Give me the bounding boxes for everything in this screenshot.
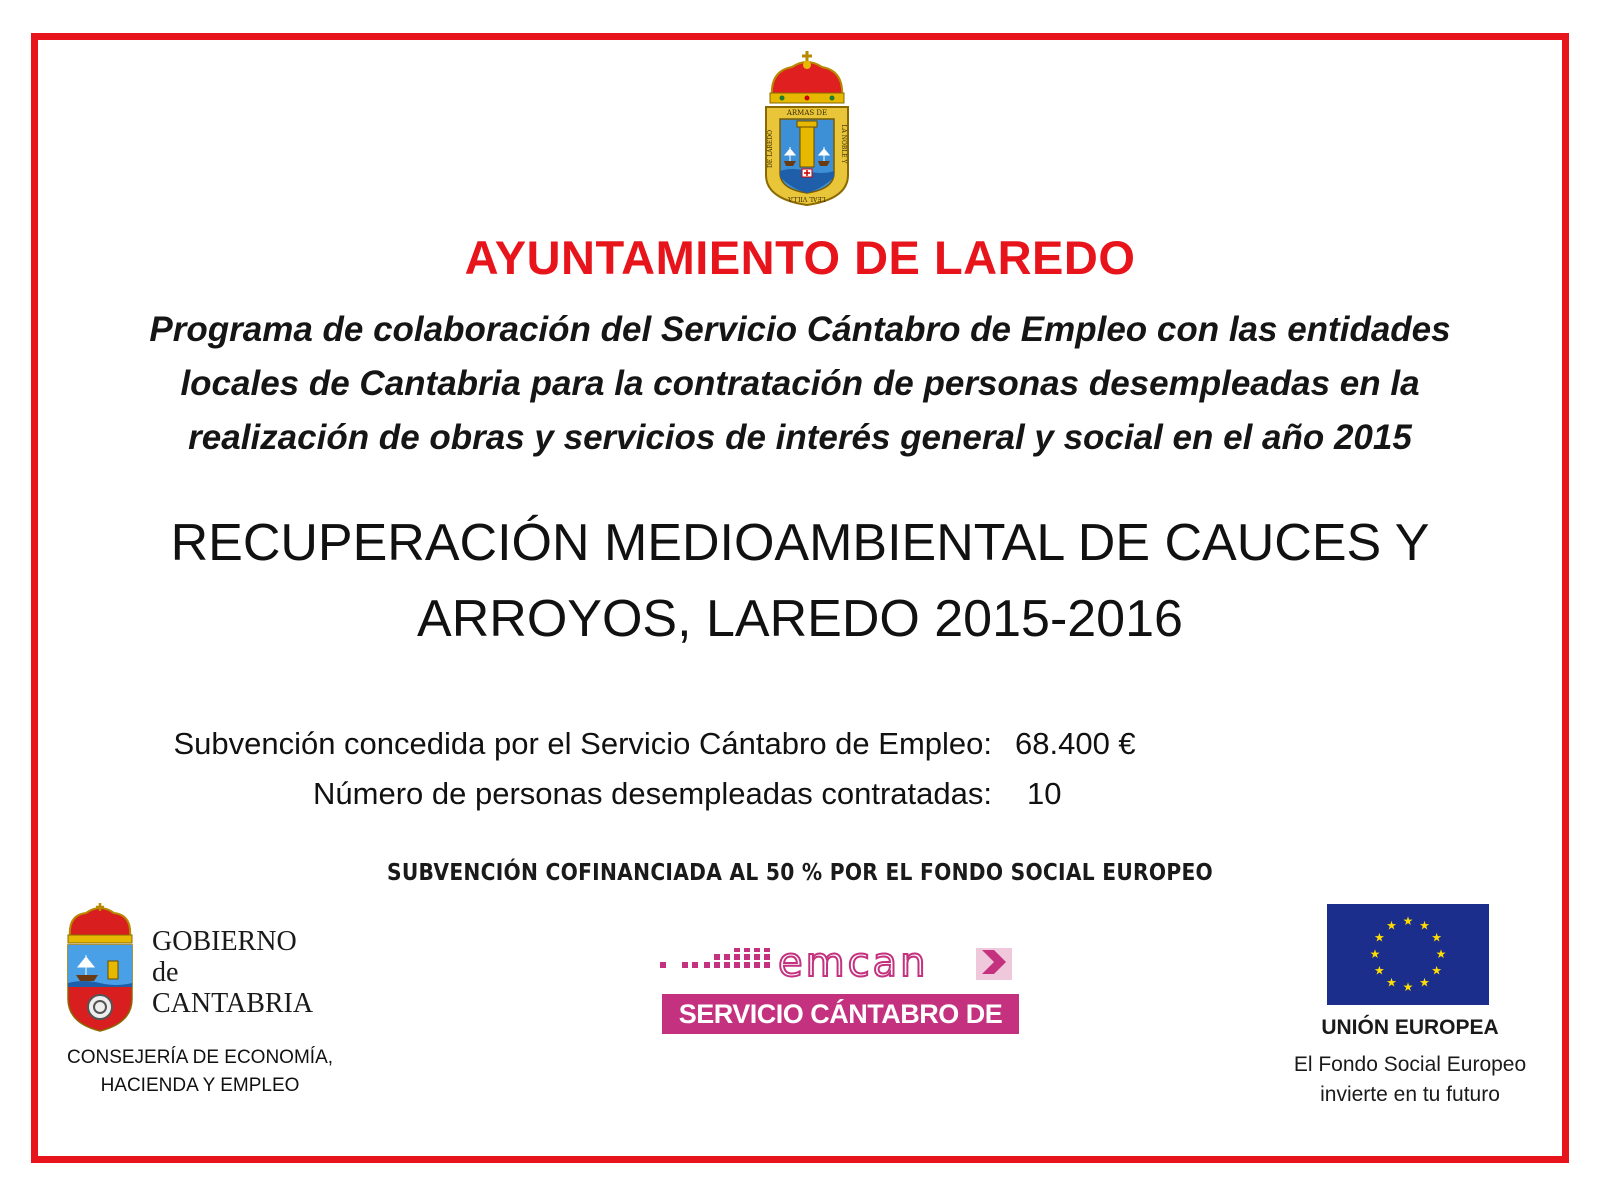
eu-tagline-line: invierte en tu futuro <box>1320 1083 1500 1106</box>
programme-line: locales de Cantabria para la contratación de personas desempleadas en la <box>180 364 1420 403</box>
eu-star-icon: ★ <box>1386 918 1397 933</box>
programme-line: Programa de colaboración del Servicio Cántabro de Empleo con las entidades <box>149 310 1451 349</box>
hired-label: Número de personas desempleadas contratadas: <box>313 776 992 811</box>
crest-motto-left: DE LAREDO <box>767 129 774 169</box>
grant-label: Subvención concedida por el Servicio Cántabro de Empleo: <box>173 726 992 761</box>
hired-value: 10 <box>1027 776 1062 811</box>
consejeria-line: CONSEJERÍA DE ECONOMÍA, <box>66 1047 334 1068</box>
eu-star-icon: ★ <box>1419 918 1430 933</box>
eu-name: UNIÓN EUROPEA <box>1321 1016 1499 1039</box>
emcan-wordmark: emcan <box>778 948 929 986</box>
eu-star-icon: ★ <box>1374 930 1385 945</box>
eu-star-icon: ★ <box>1402 914 1414 928</box>
programme-line: realización de obras y servicios de interés general y social en el año 2015 <box>188 418 1412 457</box>
eu-tagline-line: El Fondo Social Europeo <box>1293 1053 1527 1076</box>
council-title: AYUNTAMIENTO DE LAREDO <box>464 231 1136 284</box>
crest-motto-top: ARMAS DE <box>786 109 828 117</box>
eu-star-icon: ★ <box>1374 963 1385 978</box>
gobierno-line: de <box>152 957 179 988</box>
eu-star-icon: ★ <box>1431 963 1442 978</box>
consejeria-line: HACIENDA Y EMPLEO <box>100 1075 300 1096</box>
consejeria-name <box>30 1044 370 1100</box>
cofinancing-note: SUBVENCIÓN COFINANCIADA AL 50 % POR EL FONDO SOCIAL EUROPEO <box>386 860 1214 886</box>
gobierno-line: GOBIERNO <box>152 926 297 957</box>
emcan-pixel-pattern <box>660 948 770 968</box>
crest-motto-bottom: LEAL VILLA <box>788 195 826 202</box>
eu-star-icon: ★ <box>1431 930 1442 945</box>
project-title <box>40 505 1560 657</box>
eu-star-icon: ★ <box>1419 975 1430 990</box>
eu-star-icon: ★ <box>1435 947 1447 961</box>
project-title-line: ARROYOS, LAREDO 2015-2016 <box>417 590 1183 648</box>
eu-tagline <box>1250 1050 1570 1110</box>
gobierno-cantabria-wordmark <box>152 926 313 1019</box>
programme-description <box>40 303 1560 465</box>
eu-star-icon: ★ <box>1402 980 1414 994</box>
gobierno-line: CANTABRIA <box>152 988 314 1019</box>
crest-motto-right: LA NOBLE Y <box>840 124 847 164</box>
project-title-line: RECUPERACIÓN MEDIOAMBIENTAL DE CAUCES Y <box>170 514 1430 572</box>
laredo-coat-of-arms-icon <box>762 49 852 211</box>
servicio-cantabro-empleo-banner: SERVICIO CÁNTABRO DE EMPLEO <box>662 994 1019 1034</box>
cantabria-coat-of-arms-icon <box>62 903 138 1033</box>
eu-star-icon: ★ <box>1386 975 1397 990</box>
eu-star-icon: ★ <box>1369 947 1381 961</box>
grant-value: 68.400 € <box>1015 726 1136 761</box>
eu-flag-icon <box>1327 904 1489 1005</box>
